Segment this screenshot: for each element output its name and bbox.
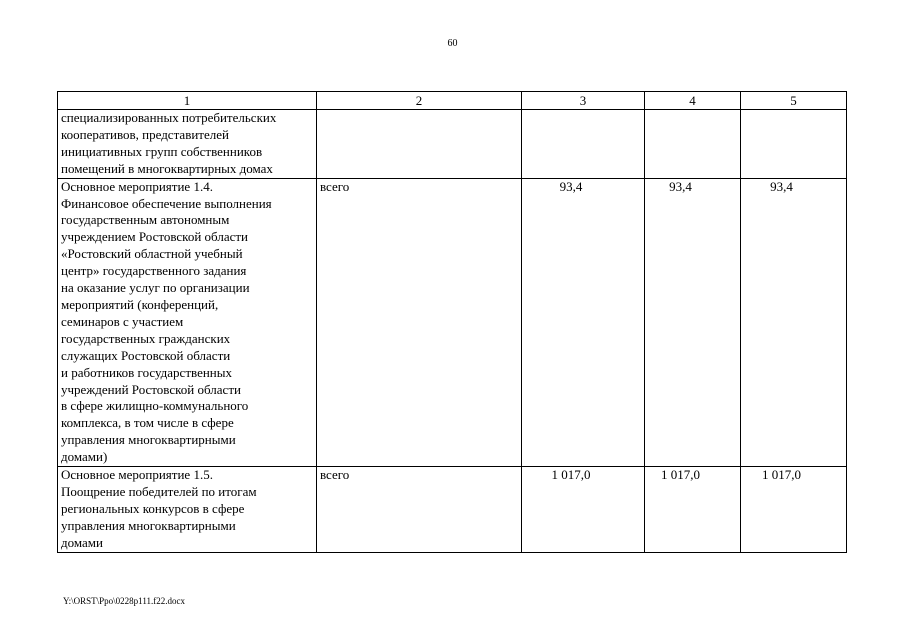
- row-value-col3: [522, 110, 645, 179]
- description-line: Финансовое обеспечение выполнения: [61, 195, 272, 211]
- row-value-col4: 93,4: [645, 178, 741, 466]
- table-row: [58, 110, 847, 179]
- row-value-col4: [645, 110, 741, 179]
- row-value-col5: 93,4: [741, 178, 847, 466]
- description-line: Поощрение победителей по итогам: [61, 483, 257, 499]
- description-line: служащих Ростовской области: [61, 347, 231, 363]
- description-line: семинаров с участием: [61, 313, 184, 329]
- row-value-col4: 1 017,0: [645, 467, 741, 553]
- description-line: учреждений Ростовской области: [61, 381, 241, 397]
- table-header-row: [58, 92, 847, 110]
- description-line: Основное мероприятие 1.4.: [61, 178, 213, 194]
- description-line: в сфере жилищно-коммунального: [61, 398, 249, 414]
- table-row: [58, 467, 847, 553]
- description-line: инициативных групп собственников: [61, 143, 263, 159]
- row-funding-source: всего: [317, 178, 522, 466]
- footer-file-path: Y:\ORST\Ppo\0228p111.f22.docx: [63, 596, 186, 606]
- row-funding-source: всего: [317, 467, 522, 553]
- row-value-col3: 93,4: [522, 178, 645, 466]
- description-line: региональных конкурсов в сфере: [61, 500, 245, 516]
- description-line: управления многоквартирными: [61, 517, 236, 533]
- description-line: «Ростовский областной учебный: [61, 246, 243, 262]
- header-cell-3: 3: [522, 92, 645, 110]
- page-number: 60: [447, 38, 458, 49]
- description-line: комплекса, в том числе в сфере: [61, 415, 234, 431]
- row-value-col5: 1 017,0: [741, 467, 847, 553]
- description-line: и работников государственных: [61, 364, 232, 380]
- row-description: [58, 110, 317, 179]
- description-line: помещений в многоквартирных домах: [61, 160, 273, 176]
- description-line: домами): [61, 449, 108, 465]
- description-line: Основное мероприятие 1.5.: [61, 467, 213, 483]
- description-line: учреждением Ростовской области: [61, 229, 248, 245]
- header-cell-2: 2: [317, 92, 522, 110]
- header-cell-5: 5: [741, 92, 847, 110]
- header-cell-4: 4: [645, 92, 741, 110]
- row-funding-source: [317, 110, 522, 179]
- table-row: [58, 178, 847, 466]
- header-cell-1: 1: [58, 92, 317, 110]
- description-line: мероприятий (конференций,: [61, 296, 219, 312]
- description-line: государственным автономным: [61, 212, 230, 228]
- description-line: центр» государственного задания: [61, 263, 247, 279]
- row-value-col3: 1 017,0: [522, 467, 645, 553]
- description-line: кооперативов, представителей: [61, 126, 229, 142]
- description-line: специализированных потребительских: [61, 110, 277, 125]
- description-line: государственных гражданских: [61, 330, 231, 346]
- row-value-col5: [741, 110, 847, 179]
- budget-table: [57, 91, 847, 553]
- description-line: домами: [61, 534, 103, 550]
- description-line: на оказание услуг по организации: [61, 280, 250, 296]
- row-description: [58, 178, 317, 466]
- row-description: [58, 467, 317, 553]
- description-line: управления многоквартирными: [61, 432, 236, 448]
